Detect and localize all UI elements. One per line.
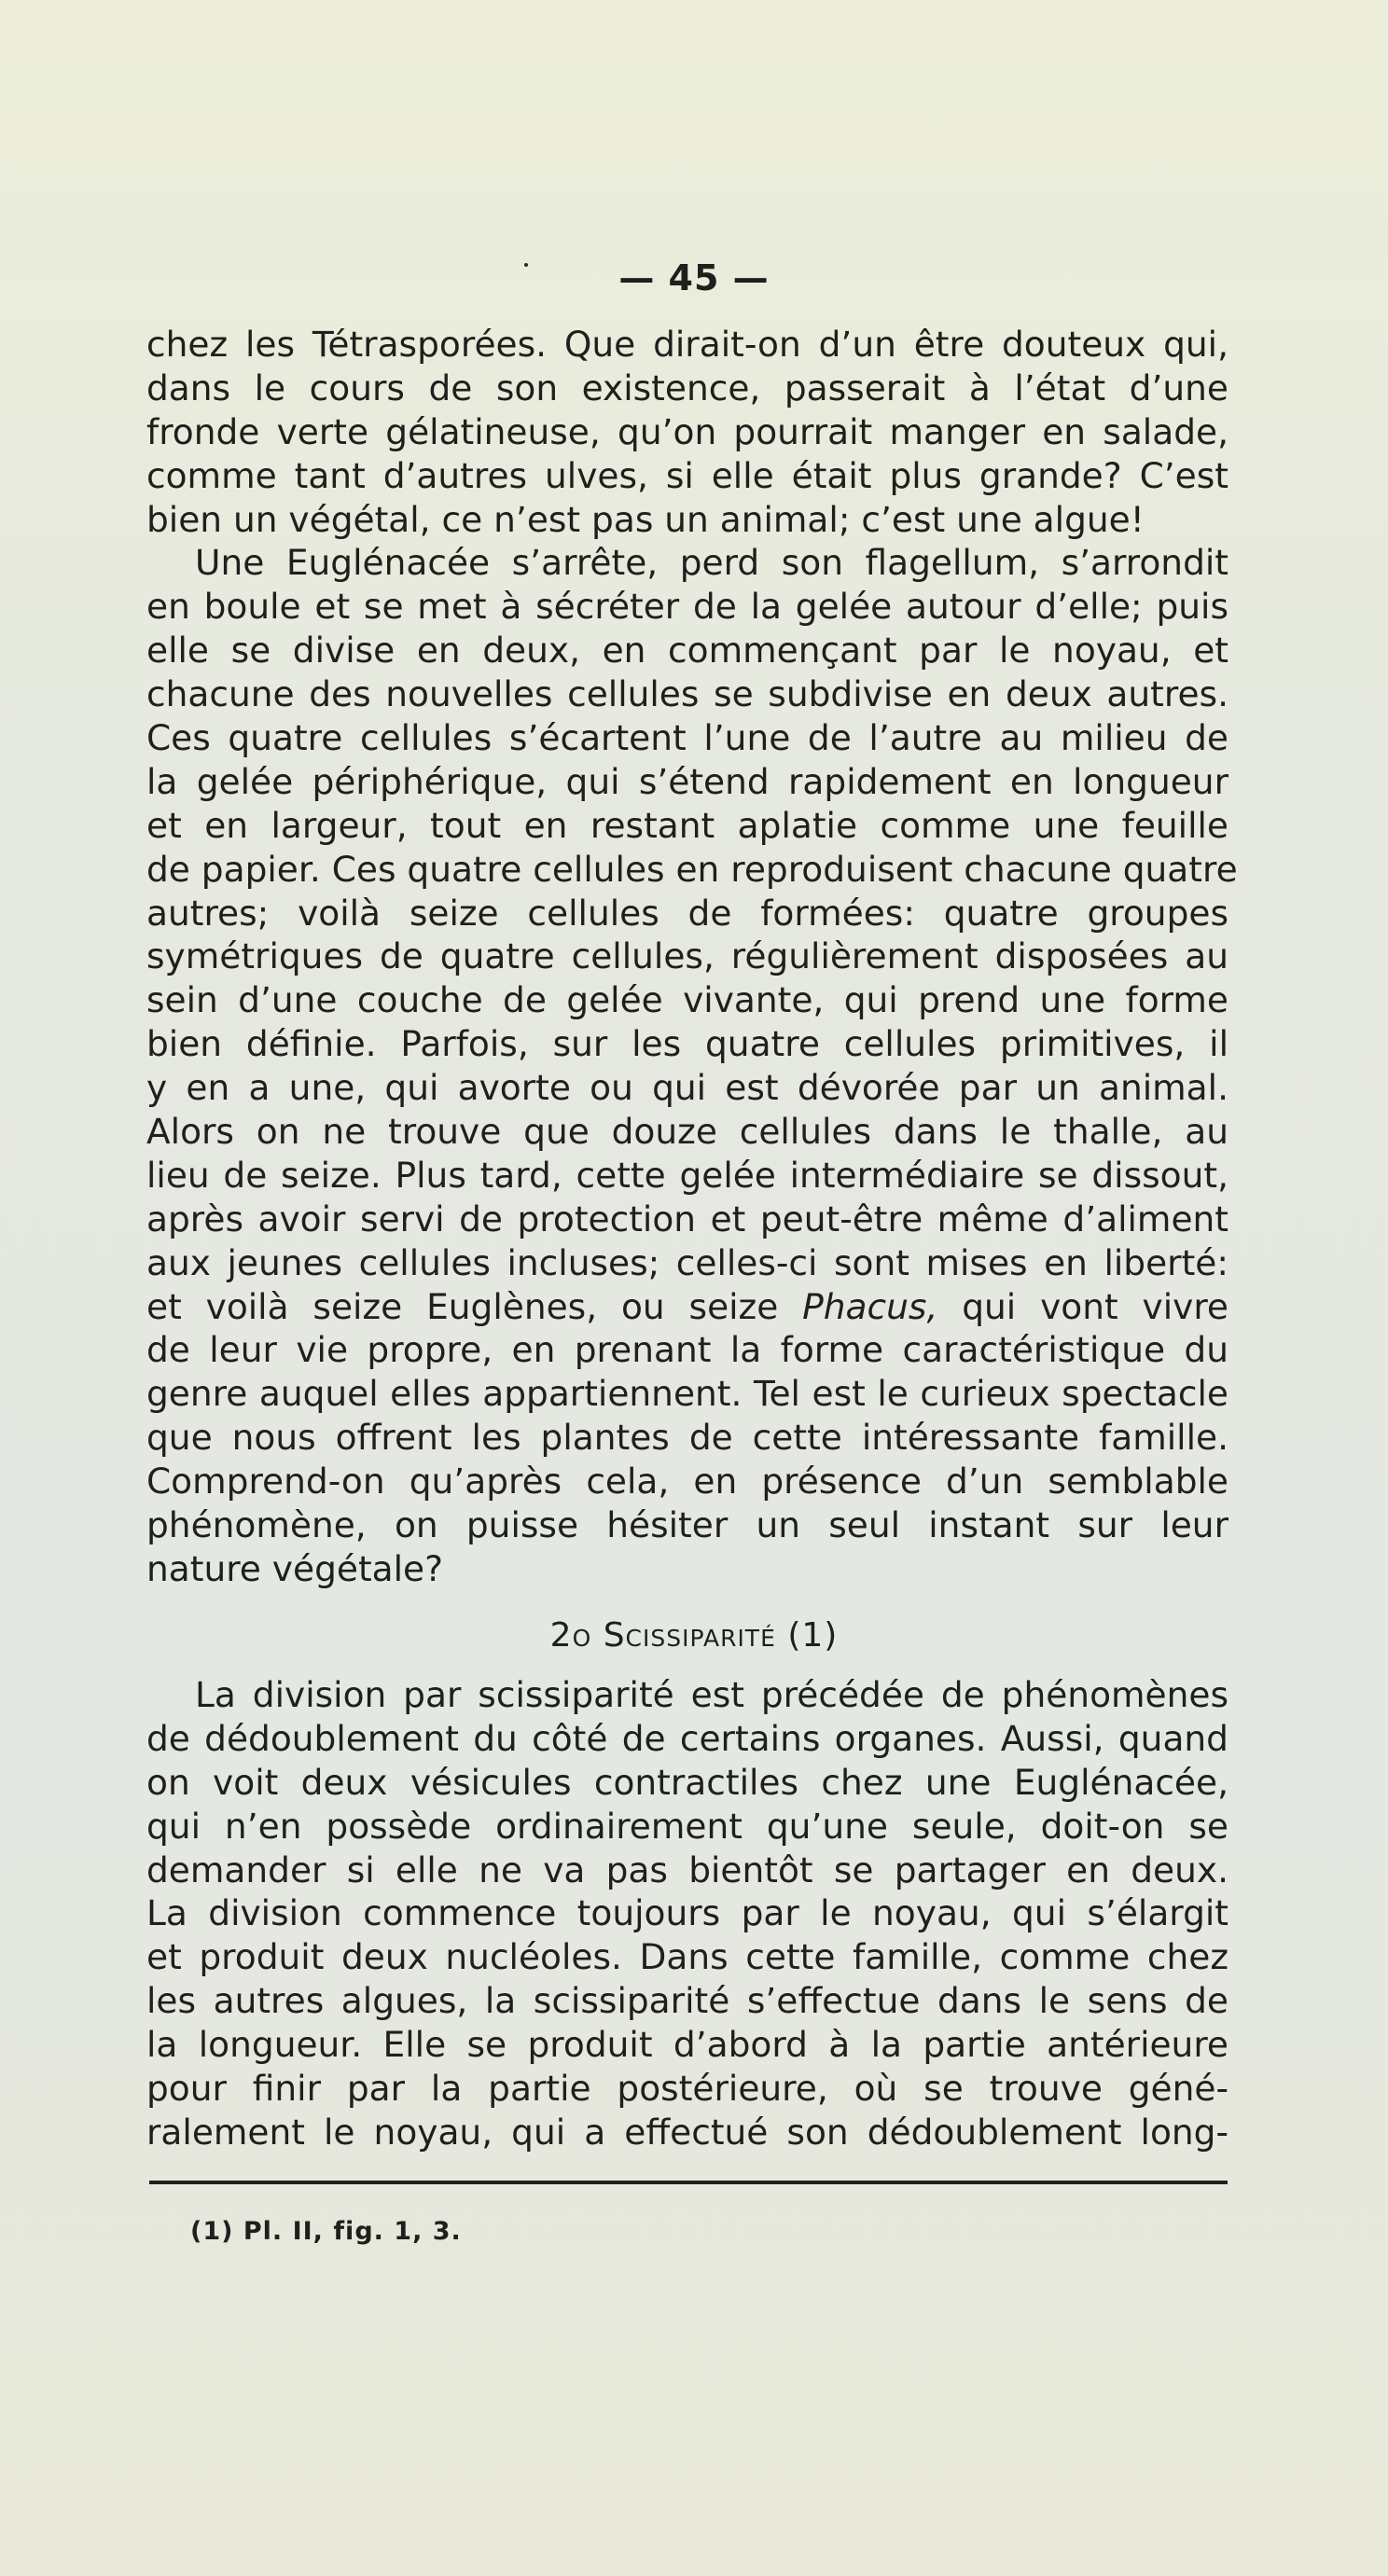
text-line: de leur vie propre, en prenant la forme caractéristique du [146,1329,1228,1371]
text-segment: et voilà seize Euglènes, ou seize [146,1285,803,1327]
text-line: la gelée périphérique, qui s’étend rapidement en longueur [146,760,1228,802]
body-text [146,323,1238,1591]
text-line: en boule et se met à sécréter de la gelée autour d’elle; puis [146,586,1228,628]
text-line: sein d’une couche de gelée vivante, qui prend une forme [146,979,1228,1021]
text-line: de dédoublement du côté de certains organes. Aussi, quand [146,1717,1228,1759]
text-line: après avoir servi de protection et peut-être même d’aliment [146,1198,1228,1240]
text-line: La division par scissiparité est précédée de phénomènes [195,1674,1228,1715]
text-line: on voit deux vésicules contractiles chez une Euglénacée, [146,1761,1228,1803]
text-line: nature végétale? [146,1547,444,1589]
text-line: y en a une, qui avorte ou qui est dévorée par un animal. [146,1067,1228,1109]
text-line: bien un végétal, ce n’est pas un animal; c’est une algue! [146,498,1145,540]
section-heading: 2o Scissiparité (1) [549,1616,839,1655]
text-line: la longueur. Elle se produit d’abord à la partie antérieure [146,2024,1228,2066]
text-line: Ces quatre cellules s’écartent l’une de l’autre au milieu de [146,717,1228,759]
text-line: comme tant d’autres ulves, si elle était plus grande? C’est [146,454,1228,496]
text-line: autres; voilà seize cellules de formées: quatre groupes [146,892,1228,934]
text-line: ralement le noyau, qui a effectué son dédoublement long- [146,2111,1228,2153]
text-line: Comprend-on qu’après cela, en présence d’un semblable [146,1461,1228,1503]
text-line: Alors on ne trouve que douze cellules dans le thalle, au [146,1111,1228,1153]
text-line: chez les Tétrasporées. Que dirait-on d’un être douteux qui, [146,324,1228,365]
text-line: genre auquel elles appartiennent. Tel est le curieux spectacle [146,1373,1228,1415]
text-line: les autres algues, la scissiparité s’effectue dans le sens de [146,1980,1228,2022]
text-line: pour finir par la partie postérieure, où se trouve géné- [146,2068,1228,2110]
text-line: et en largeur, tout en restant aplatie comme une feuille [146,804,1228,846]
text-line: phénomène, on puisse hésiter un seul instant sur leur [146,1504,1228,1546]
text-line: et produit deux nucléoles. Dans cette famille, comme chez [146,1936,1228,1978]
text-line: que nous offrent les plantes de cette intéressante famille. [146,1417,1228,1459]
text-line: elle se divise en deux, en commençant par le noyau, et [146,630,1228,672]
text-line: bien définie. Parfois, sur les quatre cellules primitives, il [146,1023,1228,1065]
body-text-section-2 [146,1673,1228,2154]
text-line: symétriques de quatre cellules, régulièrement disposées au [146,935,1228,977]
text-line: lieu de seize. Plus tard, cette gelée intermédiaire se dissout, [146,1154,1228,1196]
footnote-rule [149,2181,1228,2184]
text-line-with-italic [146,1285,1228,1329]
text-segment: qui vont vivre [937,1285,1228,1327]
text-line: dans le cours de son existence, passerait à l’état d’une [146,367,1228,409]
text-line: Une Euglénacée s’arrête, perd son flagellum, s’arrondit [195,542,1228,584]
italic-genus-name: Phacus, [802,1285,938,1327]
footnote: (1) Pl. II, fig. 1, 3. [190,2217,462,2246]
text-line: La division commence toujours par le noyau, qui s’élargit [146,1892,1228,1934]
text-line: aux jeunes cellules incluses; celles-ci sont mises en liberté: [146,1241,1228,1283]
text-line: qui n’en possède ordinairement qu’une seule, doit-on se [146,1805,1228,1847]
text-line: chacune des nouvelles cellules se subdivise en deux autres. [146,673,1228,715]
text-line: demander si elle ne va pas bientôt se partager en deux. [146,1849,1228,1890]
text-line: de papier. Ces quatre cellules en reproduisent chacune quatre [146,848,1238,890]
text-line: fronde verte gélatineuse, qu’on pourrait manger en salade, [146,410,1228,452]
page-number: — 45 — [618,257,770,298]
